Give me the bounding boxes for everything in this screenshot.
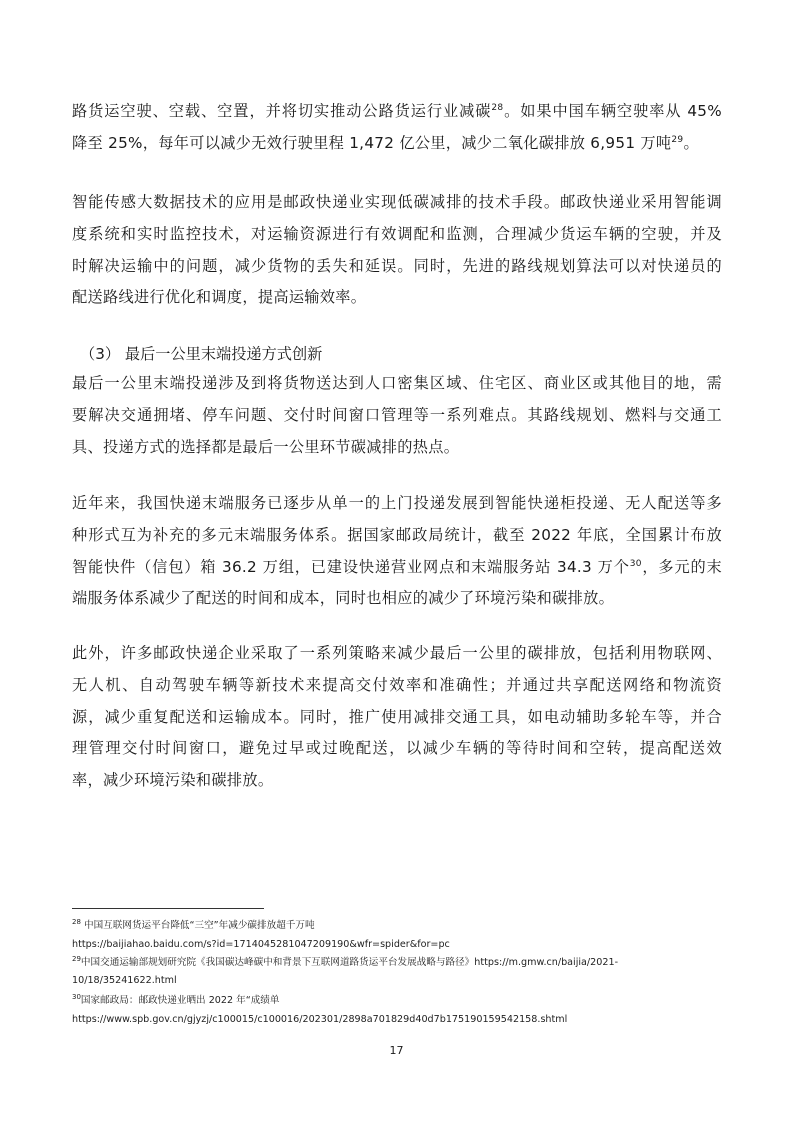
footnote-30: $^{30}$国家邮政局：邮政快递业晒出 2022 年“成绩单 <box>72 992 280 1006</box>
text-line: 端服务体系减少了配送的时间和成本，同时也相应的减少了环境污染和碳排放。 <box>72 589 615 608</box>
paragraph-last-mile <box>72 368 722 463</box>
page-number: 17 <box>389 1044 404 1057</box>
text-line: 智能传感大数据技术的应用是邮政快递业实现低碳减排的技术手段。邮政快递业采用智能调 <box>72 193 722 211</box>
text-line: 路货运空驶、空载、空置，并将切实推动公路货运行业减碳$^{28}$。如果中国车辆空驶率从 45% <box>72 102 722 120</box>
text-line: 最后一公里末端投递涉及到将货物送达到人口密集区域、住宅区、商业区或其他目的地，需 <box>72 374 722 392</box>
section-heading <box>80 340 322 368</box>
paragraph-smart-sensing <box>72 187 722 314</box>
text-line: 降至 25%，每年可以减少无效行驶里程 1,472 亿公里，减少二氧化碳排放 6,951 万吨$^{29}$。 <box>72 133 699 152</box>
section-number: （3） <box>80 345 121 363</box>
text-line: 种形式互为补充的多元末端服务体系。据国家邮政局统计，截至 2022 年底，全国累计布放 <box>72 525 722 544</box>
section-title: 最后一公里末端投递方式创新 <box>124 345 323 363</box>
paragraph-strategies <box>72 638 722 797</box>
footnote-29-link-continued[interactable]: 10/18/35241622.html <box>72 975 177 986</box>
text-line: 近年来，我国快递末端服务已逐步从单一的上门投递发展到智能快递柜投递、无人配送等多 <box>72 494 722 512</box>
footnote-28-link[interactable]: https://baijiahao.baidu.com/s?id=1714045281047209190&wfr=spider&for=pc <box>72 939 450 950</box>
text-line: 具、投递方式的选择都是最后一公里环节碳减排的热点。 <box>72 437 460 456</box>
text-line: 配送路线进行优化和调度，提高运输效率。 <box>72 288 367 307</box>
text-line: 理管理交付时间窗口，避免过早或过晚配送，以减少车辆的等待时间和空转，提高配送效 <box>72 739 722 758</box>
text-line: 时解决运输中的问题，减少货物的丢失和延误。同时，先进的路线规划算法可以对快递员的 <box>72 256 722 275</box>
text-line: 度系统和实时监控技术，对运输资源进行有效调配和监测，合理减少货运车辆的空驶，并及 <box>72 224 722 243</box>
footnote-ref-29[interactable]: 29 <box>671 134 684 145</box>
footnote-separator <box>72 908 264 909</box>
footnote-29: $^{29}$中国交通运输部规划研究院《我国碳达峰碳中和背景下互联网道路货运平台发展战略与路径》https://m.gmw.cn/baijia/2021- <box>72 954 619 968</box>
paragraph-freight-emptiness <box>72 96 722 160</box>
text-line: 要解决交通拥堵、停车问题、交付时间窗口管理等一系列难点。其路线规划、燃料与交通工 <box>72 405 722 424</box>
footnote-28: $^{28}$ 中国互联网货运平台降低“三空”年减少碳排放超千万吨 <box>72 917 315 931</box>
text-line: 源，减少重复配送和运输成本。同时，推广使用减排交通工具，如电动辅助多轮车等，并合 <box>72 707 722 726</box>
text-line: 此外，许多邮政快递企业采取了一系列策略来减少最后一公里的碳排放，包括利用物联网、 <box>72 644 722 662</box>
footnote-ref-30[interactable]: 30 <box>629 558 642 569</box>
paragraph-terminal-services <box>72 488 722 615</box>
footnote-30-link[interactable]: https://www.spb.gov.cn/gjyzj/c100015/c100016/202301/2898a701829d40d7b175190159542158.shtml <box>72 1014 568 1025</box>
text-line: 率，减少环境污染和碳排放。 <box>72 771 274 790</box>
text-line: 智能快件（信包）箱 36.2 万组，已建设快递营业网点和末端服务站 34.3 万个$^{30}$，多元的末 <box>72 557 723 576</box>
footnote-ref-28[interactable]: 28 <box>491 102 504 113</box>
text-line: 无人机、自动驾驶车辆等新技术来提高交付效率和准确性；并通过共享配送网络和物流资 <box>72 675 722 694</box>
